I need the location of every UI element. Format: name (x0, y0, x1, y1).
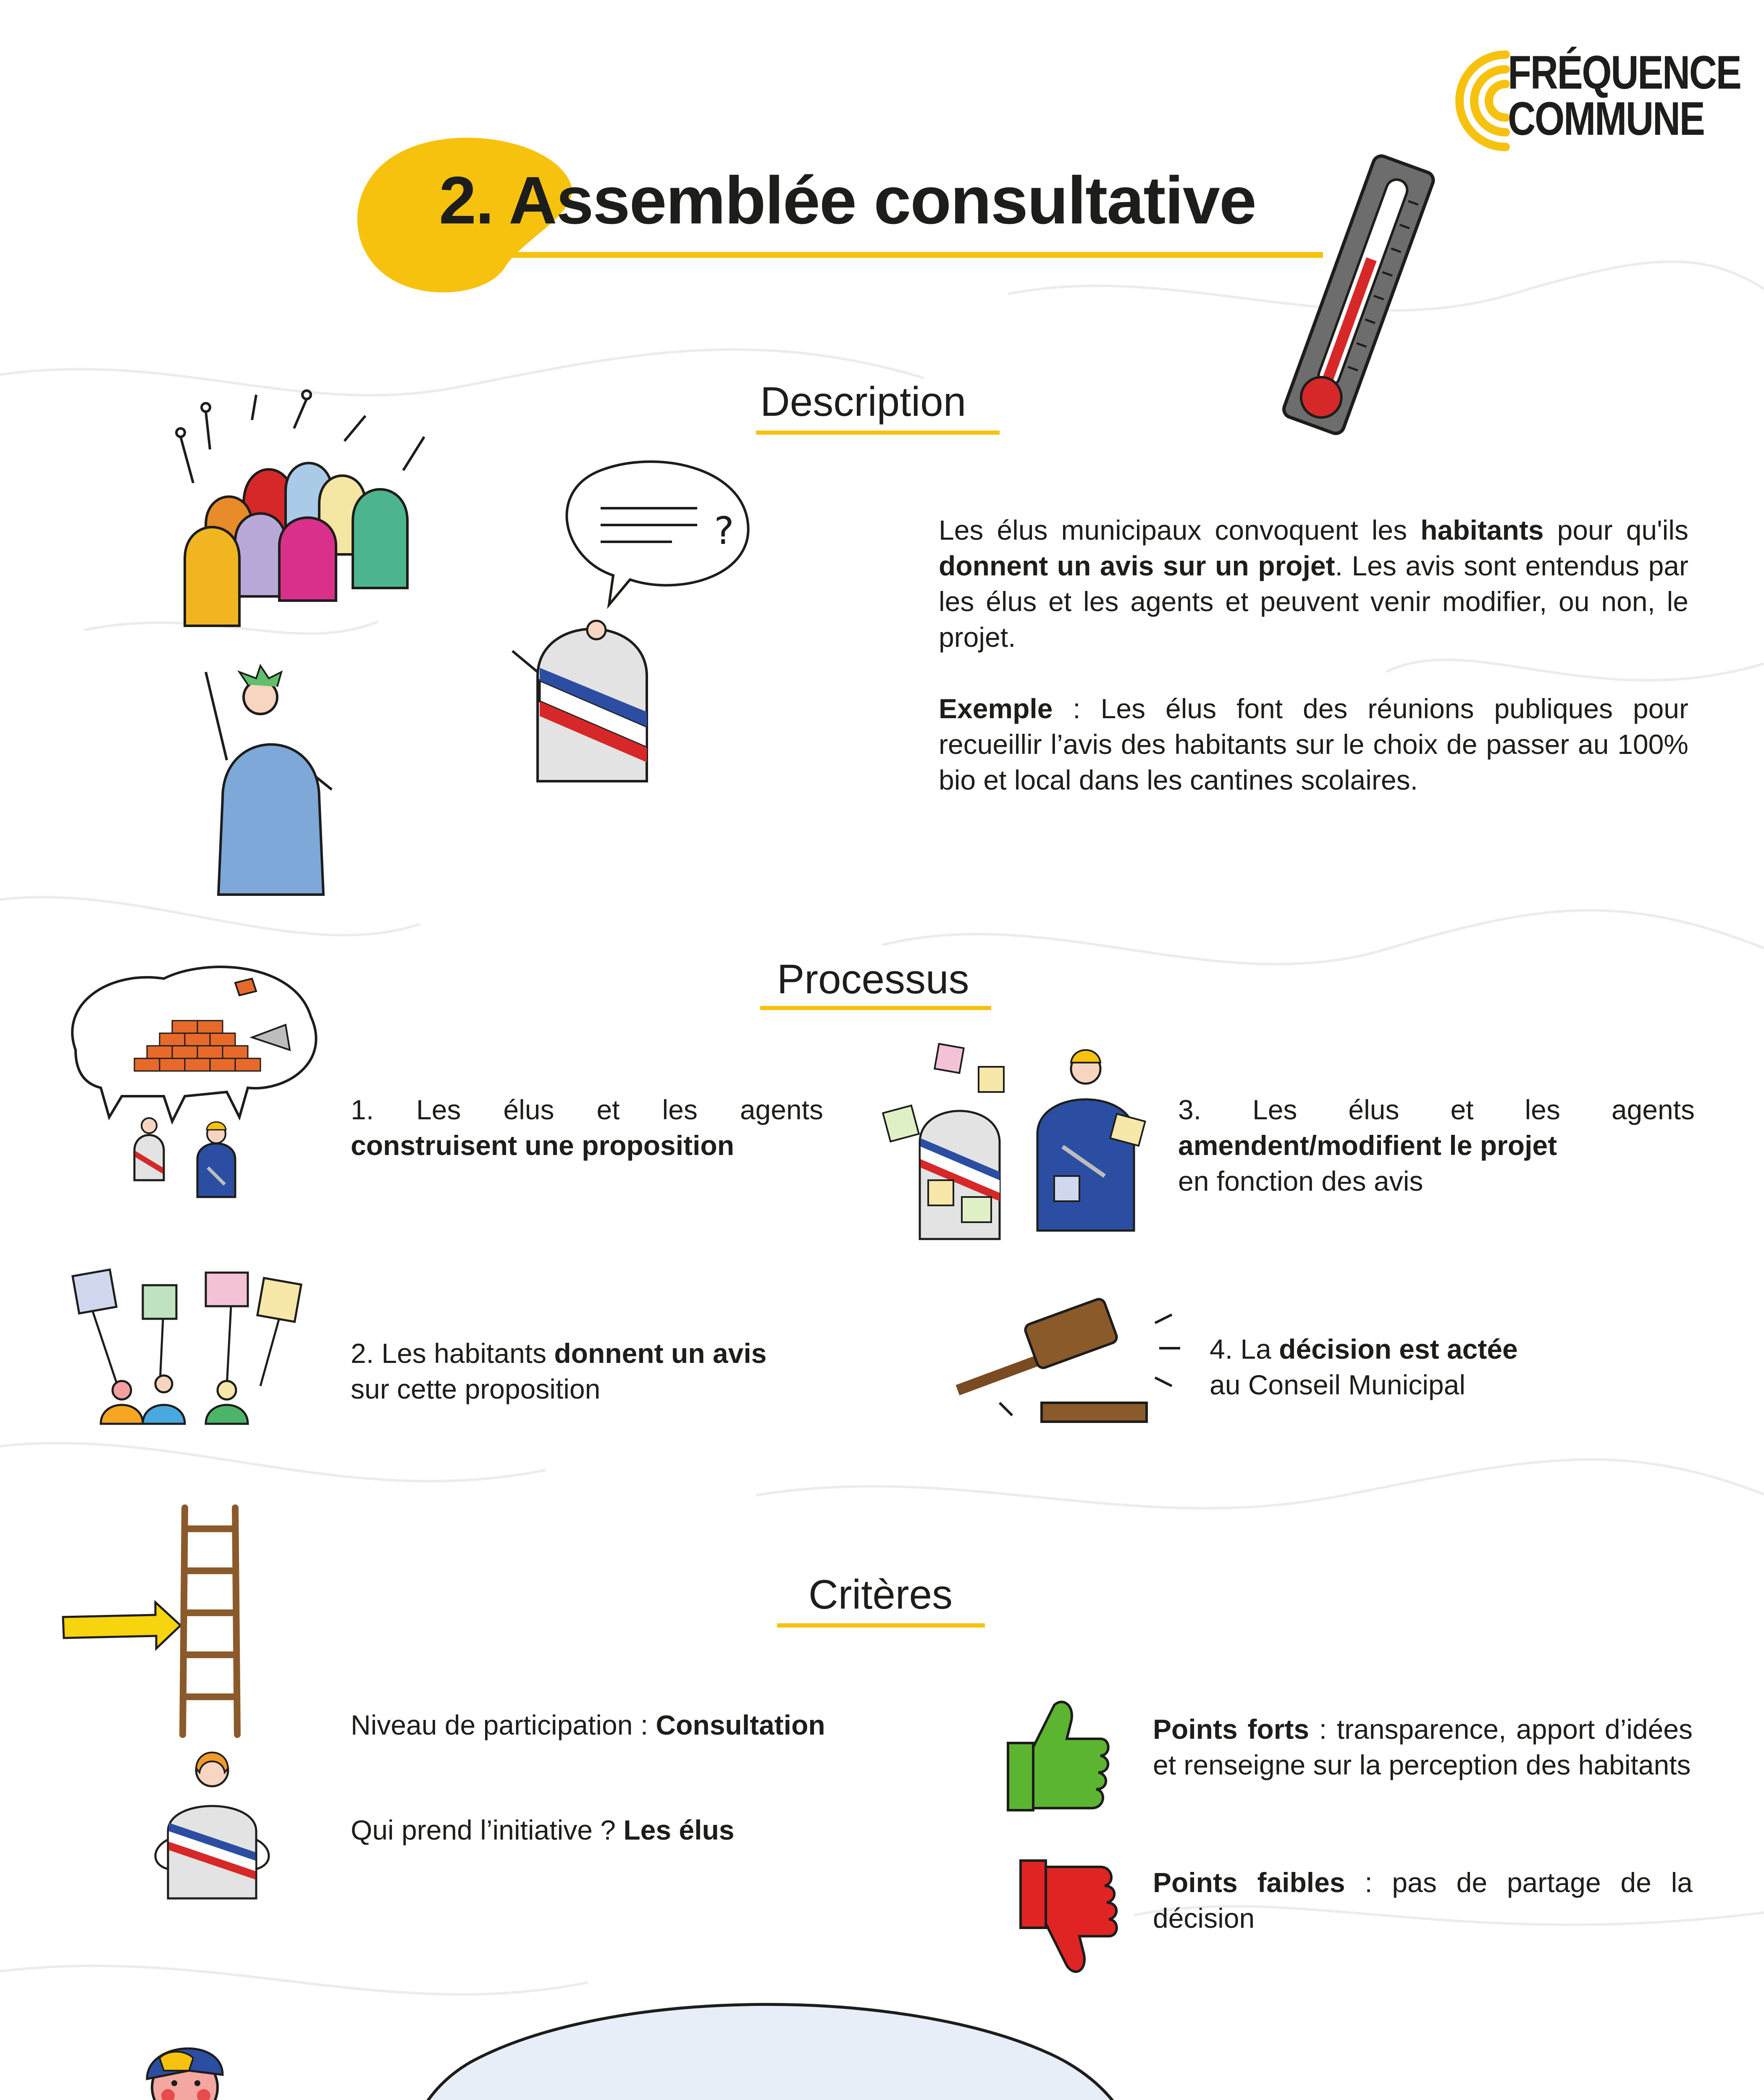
thermometer-icon (1268, 147, 1445, 441)
process-step2 (351, 1336, 834, 1407)
level-value: Consultation (656, 1709, 825, 1740)
thumbs-down-icon (1016, 1856, 1121, 1982)
description-segment: habitants (1420, 514, 1544, 546)
amend-project-icon (878, 1037, 1151, 1247)
logo-text: FRÉQUENCE COMMUNE (1508, 46, 1741, 145)
participation-level (351, 1707, 825, 1743)
weaknesses-label: Points faibles (1153, 1867, 1345, 1898)
initiative (351, 1812, 734, 1848)
description-heading: Description (760, 378, 966, 425)
weaknesses-text: : pas de partage de la décision (1153, 1867, 1693, 1934)
level-label: Niveau de participation : (351, 1709, 656, 1740)
process-heading: Processus (777, 956, 969, 1002)
step1-bold: construisent une proposition (351, 1130, 735, 1161)
description-segment: donnent un avis sur un projet (939, 550, 1335, 581)
strengths (1153, 1712, 1693, 1783)
title-underline (428, 252, 1323, 258)
step1-plain: 1. Les élus et les agents (351, 1094, 823, 1125)
initiative-label: Qui prend l’initiative ? (351, 1814, 624, 1845)
description-segment: . Les avis sont entendus par les élus et les agents et peuvent venir modifier, ou non, le projet. (939, 550, 1688, 653)
description-segment: pour qu'ils (1544, 514, 1689, 546)
ladder-arrow-icon (59, 1504, 260, 1739)
description-example (939, 691, 1688, 798)
step3-plain: 3. Les élus et les agents (1178, 1094, 1695, 1125)
give-opinion-icon (63, 1264, 298, 1424)
process-step1 (351, 1092, 823, 1163)
example-label: Exemple (939, 693, 1053, 724)
criteria-heading: Critères (808, 1571, 953, 1617)
svg-text:?: ? (714, 509, 734, 553)
step4-rest: au Conseil Municipal (1210, 1369, 1465, 1400)
step4-plain: 4. La (1210, 1334, 1279, 1365)
step2-bold: donnent un avis (554, 1338, 767, 1369)
description-underline (756, 430, 1000, 435)
description-segment: Les élus municipaux convoquent les (939, 514, 1421, 546)
page-title: 2. Assemblée consultative (439, 163, 1256, 238)
mayor-icon (143, 1743, 281, 1903)
process-step4 (1210, 1331, 1693, 1403)
step3-bold: amendent/modifient le projet (1178, 1130, 1557, 1161)
weaknesses (1153, 1865, 1693, 1936)
strengths-text: : transparence, apport d’idées et renseigne sur la perception des habitants (1153, 1714, 1693, 1780)
initiative-value: Les élus (623, 1814, 735, 1845)
criteria-underline (777, 1623, 985, 1628)
citizen-purple-icon (84, 2024, 378, 2100)
build-proposal-icon (59, 953, 328, 1231)
step2-rest: sur cette proposition (351, 1373, 601, 1404)
speech-bubble (336, 2003, 1176, 2100)
step4-bold: décision est actée (1279, 1334, 1518, 1365)
step3-rest: en fonction des avis (1178, 1166, 1423, 1197)
description-text (939, 512, 1688, 655)
example-text: : Les élus font des réunions publiques pour recueillir l’avis des habitants sur le choix de passer au 100% bio et local dans les cantines scolaires. (939, 693, 1688, 795)
citizen-blue-icon (197, 664, 349, 903)
strengths-label: Points forts (1153, 1714, 1310, 1745)
mayor-speech-icon (504, 454, 764, 823)
thumbs-up-icon (1004, 1697, 1113, 1814)
process-underline (760, 1006, 991, 1010)
crowd-icon (168, 386, 441, 655)
gavel-icon (945, 1302, 1197, 1432)
step2-plain: 2. Les habitants (351, 1338, 554, 1369)
process-step3 (1178, 1092, 1695, 1199)
